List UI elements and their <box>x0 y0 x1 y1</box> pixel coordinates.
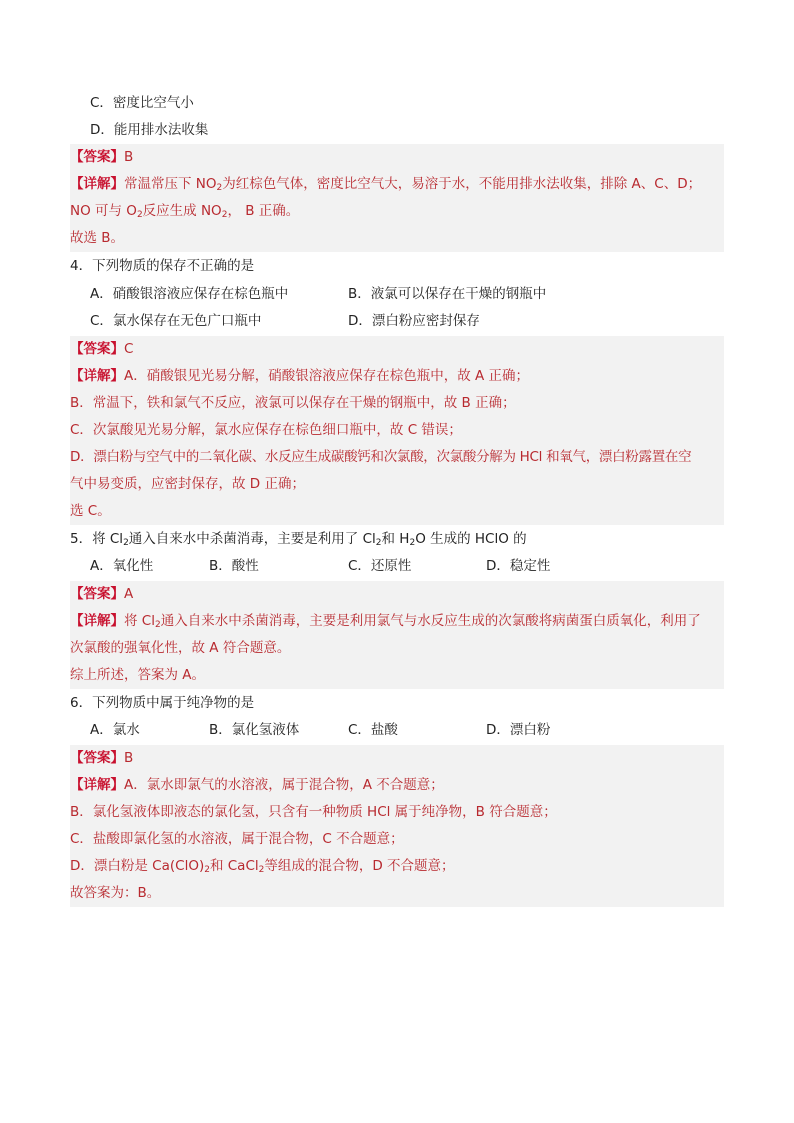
detail-tag: 【详解】 <box>70 613 124 629</box>
q6-option-c: C．盐酸 <box>348 722 398 738</box>
answer-value: B <box>124 750 134 766</box>
q4-option-d: D．漂白粉应密封保存 <box>348 313 480 329</box>
answer-tag: 【答案】 <box>70 750 124 766</box>
q5-option-d: D．稳定性 <box>486 558 551 574</box>
q6-answer <box>70 745 724 772</box>
q4-stem: 4．下列物质的保存不正确的是 <box>70 258 255 274</box>
q3-detail-line-2 <box>70 198 724 225</box>
detail-text: 常温常压下 $NO_2$为红棕色气体，密度比空气大，易溶于水，不能用排水法收集，排除 A、C、D； <box>124 176 702 193</box>
detail-tag: 【详解】 <box>70 368 124 384</box>
answer-tag: 【答案】 <box>70 149 124 165</box>
q5-conclusion: 综上所述，答案为 A。 <box>70 662 724 689</box>
q5-option-a: A．氧化性 <box>90 558 154 574</box>
q5-options-row <box>70 553 724 580</box>
detail-text: NO 可与 $O_2$反应生成 $NO_2$， B 正确。 <box>70 203 300 220</box>
q4-conclusion: 选 C。 <box>70 498 724 525</box>
q6-detail-b: B．氯化氢液体即液态的氯化氢，只含有一种物质 HCl 属于纯净物，B 符合题意； <box>70 799 724 826</box>
detail-tag: 【详解】 <box>70 777 124 793</box>
q4-detail-d-1: D．漂白粉与空气中的二氧化碳、水反应生成碳酸钙和次氯酸，次氯酸分解为 HCl 和氧气，漂白粉露置在空 <box>70 444 724 471</box>
q4-option-a: A．硝酸银溶液应保存在棕色瓶中 <box>90 286 289 302</box>
q6-option-a: A．氯水 <box>90 722 140 738</box>
q6-option-d: D．漂白粉 <box>486 722 551 738</box>
q3-option-c: C．密度比空气小 <box>90 95 194 111</box>
q6-options-row <box>70 717 724 744</box>
answer-value: C <box>124 341 134 357</box>
answer-value: A <box>124 586 134 602</box>
q6-option-b: B．氯化氢液体 <box>209 722 300 738</box>
q6-detail-c: C．盐酸即氯化氢的水溶液，属于混合物，C 不合题意； <box>70 826 724 853</box>
q4-detail-a: 【详解】A．硝酸银见光易分解，硝酸银溶液应保存在棕色瓶中，故 A 正确； <box>70 363 724 390</box>
q5-answer <box>70 581 724 608</box>
q6-detail-a: 【详解】A．氯水即氯气的水溶液，属于混合物，A 不合题意； <box>70 772 724 799</box>
q5-detail-line-1 <box>70 608 724 635</box>
q4-detail-c: C．次氯酸见光易分解，氯水应保存在棕色细口瓶中，故 C 错误； <box>70 417 724 444</box>
answer-tag: 【答案】 <box>70 341 124 357</box>
q3-answer <box>70 144 724 171</box>
answer-value: B <box>124 149 134 165</box>
q4-option-b: B．液氯可以保存在干燥的钢瓶中 <box>348 286 547 302</box>
q5-option-b: B．酸性 <box>209 558 259 574</box>
q3-conclusion: 故选 B。 <box>70 225 724 252</box>
q6-stem: 6．下列物质中属于纯净物的是 <box>70 695 255 711</box>
q4-options-row-1 <box>70 281 724 308</box>
q6-detail-d <box>70 853 724 880</box>
detail-text: 将 $Cl_2$通入自来水中杀菌消毒，主要是利用氯气与水反应生成的次氯酸将病菌蛋白质氧化，利用了 <box>124 613 701 630</box>
answer-tag: 【答案】 <box>70 586 124 602</box>
detail-text: D．漂白粉是 $Ca(ClO)_2$和 CaCl$_2$等组成的混合物，D 不合题意； <box>70 858 455 875</box>
q4-detail-d-2: 气中易变质，应密封保存，故 D 正确； <box>70 471 724 498</box>
detail-tag: 【详解】 <box>70 176 124 192</box>
q3-detail-line-1 <box>70 171 724 198</box>
q4-answer <box>70 336 724 363</box>
q4-option-c: C．氯水保存在无色广口瓶中 <box>90 313 262 329</box>
q5-option-c: C．还原性 <box>348 558 412 574</box>
q4-detail-b: B．常温下，铁和氯气不反应，液氯可以保存在干燥的钢瓶中，故 B 正确； <box>70 390 724 417</box>
q5-detail-line-2: 次氯酸的强氧化性，故 A 符合题意。 <box>70 635 724 662</box>
q4-options-row-2 <box>70 308 724 335</box>
q6-conclusion: 故答案为：B。 <box>70 880 724 907</box>
q3-option-d: D．能用排水法收集 <box>90 122 209 138</box>
q5-stem: 5．将 $Cl_2$通入自来水中杀菌消毒，主要是利用了 $Cl_2$和 $H_2O$ 生成的 HClO 的 <box>70 531 527 548</box>
